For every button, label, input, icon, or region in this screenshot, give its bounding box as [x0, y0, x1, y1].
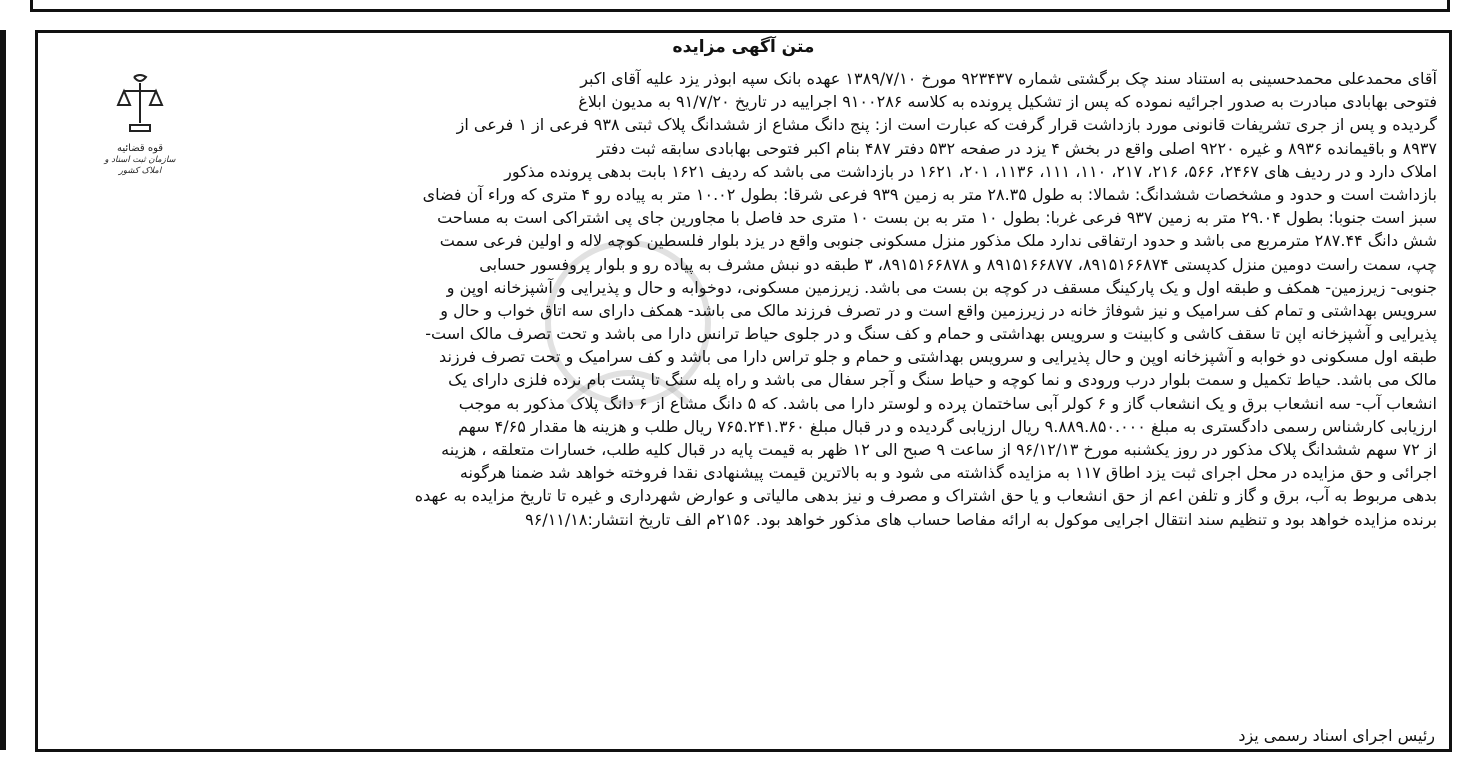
emblem-dept-label: سازمان ثبت اسناد و املاک کشور	[104, 155, 176, 176]
column-rule	[0, 30, 6, 750]
body-line: از ۷۲ سهم ششدانگ پلاک مذکور در روز یکشنبه مورخ ۹۶/۱۲/۱۳ از ساعت ۹ صبح الی ۱۲ ظهر به قیمت پایه در قبال کلیه طلب، خسارات متعلقه ، هزینه	[441, 440, 1437, 459]
body-line: سرویس بهداشتی و تمام کف سرامیک و نیز شوفاژ خانه در زیرزمین واقع است و در تصرف فرزند مالک می باشد- همکف دارای سه اتاق خواب و حال و	[440, 300, 1437, 320]
body-line: برنده مزایده خواهد بود و تنظیم سند انتقال اجرایی موکول به ارائه مفاصا حساب های مذکور خواهد بود. ۲۱۵۶م الف تاریخ انتشار:۹۶/۱۱/۱۸	[525, 509, 1437, 529]
body-line: فتوحی بهابادی مبادرت به صدور اجرائیه نموده که پس از تشکیل پرونده به کلاسه ۹۱۰۰۲۸۶ اجراییه در تاریخ ۹۱/۷/۲۰ به مدیون ابلاغ	[578, 92, 1437, 112]
body-line: مالک می باشد. حیاط تکمیل و سمت بلوار درب ورودی و نما کوچه و حیاط سنگ و آجر سفال می باشد و راه پله سنگ تا پشت بام نرده فلزی دارای یک	[448, 370, 1437, 390]
notice-title: متن آگهی مزایده	[672, 37, 815, 57]
body-line: ۸۹۳۷ و باقیمانده ۸۹۳۶ و غیره ۹۲۲۰ اصلی واقع در بخش ۴ یزد در صفحه ۵۳۲ دفتر ۴۸۷ بنام اکبر فتوحی بهابادی سابقه ثبت دفتر	[597, 138, 1437, 158]
body-line: آقای محمدعلی محمدحسینی به استناد سند چک برگشتی شماره ۹۲۳۴۳۷ مورخ ۱۳۸۹/۷/۱۰ عهده بانک سپه ابوذر یزد علیه آقای اکبر	[580, 69, 1437, 88]
body-line: پذیرایی و آشپزخانه اپن تا سقف کاشی و کابینت و سرویس بهداشتی و حمام و کف سنگ و در جلوی حیاط ترانس دارا می باشد و تحت تصرف مالک است-	[425, 324, 1437, 344]
body-line: املاک دارد و در ردیف های ۲۴۶۷، ۵۶۶، ۲۱۶، ۲۱۷، ۱۱۰، ۱۱۱، ۱۱۳۶، ۲۰۱، ۱۶۲۱ در بازداشت می باشد که ردیف ۱۶۲۱ بابت بدهی پرونده مذکور	[504, 161, 1437, 181]
body-line: اجرائی و حق مزایده در محل اجرای ثبت یزد اطاق ۱۱۷ به مزایده گذاشته می شود و به بالاترین قیمت پیشنهادی نقدا فروخته خواهد شد ضمنا هرگونه	[459, 463, 1437, 483]
body-line: شش دانگ ۲۸۷.۴۴ مترمربع می باشد و حدود ارتفاقی ندارد ملک مذکور منزل مسکونی جنوبی واقع در یزد بلوار فلسطین کوچه لاله و اولین فرعی سمت	[439, 231, 1437, 251]
body-line: جنوبی- زیرزمین- همکف و طبقه اول و یک پارکینگ مسقف در کوچه بن بست می باشد. زیرزمین مسکونی، دوخوابه و حال و پذیرایی و آشپزخانه اوپن و	[446, 277, 1437, 297]
body-line: بدهی مربوط به آب، برق و گاز و تلفن اعم از حق انشعاب و یا حق اشتراک و مصرف و نیز بدهی مالیاتی و عوارض شهرداری و غیره تا تاریخ مزایده به عهده	[414, 486, 1437, 506]
previous-ad-border	[30, 0, 1450, 12]
emblem-org-label: قوه قضائیه	[116, 143, 164, 154]
body-line: چپ، سمت راست دومین منزل کدپستی ۸۹۱۵۱۶۶۸۷۴، ۸۹۱۵۱۶۶۸۷۷ و ۸۹۱۵۱۶۶۸۷۸، ۳ طبقه دو نبش مشرف به پیاده رو و بلوار پروفسور حسابی	[479, 254, 1437, 274]
notice-signature: رئیس اجرای اسناد رسمی یزد	[1238, 726, 1435, 745]
body-line: بازداشت است و حدود و مشخصات ششدانگ: شمالا: به طول ۲۸.۳۵ متر به زمین ۹۳۹ فرعی شرقا: بطول ۱۰.۰۲ متر به پیاده رو ۴ متری که وراء آن فضای	[422, 184, 1437, 204]
body-line: گردیده و پس از جری تشریفات قانونی مورد بازداشت قرار گرفت که عبارت است از: پنج دانگ مشاع از ششدانگ پلاک ثبتی ۹۳۸ فرعی از ۱ فرعی از	[456, 115, 1437, 135]
notice-body	[50, 67, 1437, 531]
body-line: ارزیابی کارشناس رسمی دادگستری به مبلغ ۹.۸۸۹.۸۵۰.۰۰۰ ریال ارزیابی گردیده و در قبال مبلغ ۷۶۵.۲۴۱.۳۶۰ ریال طلب و هزینه ها مقدار ۴/۶۵ سهم	[458, 416, 1437, 436]
body-line: سبز است جنوبا: بطول ۲۹.۰۴ متر به زمین ۹۳۷ فرعی غربا: بطول ۱۰ متر به بن بست ۱۰ متری حد فاصل با مجاورین جای پی اشتراکی است به مساحت	[437, 208, 1437, 228]
body-line: انشعاب آب- سه انشعاب برق و یک انشعاب گاز و ۶ کولر آبی ساختمان پرده و لوستر دارا می باشد. که ۵ دانگ مشاع از ۶ دانگ پلاک مذکور به موجب	[458, 393, 1437, 413]
auction-notice	[35, 30, 1452, 752]
body-line: طبقه اول مسکونی دو خوابه و آشپزخانه اوپن و حال پذیرایی و سرویس بهداشتی و حمام و جلو تراس دارا می باشد و کف سرامیک و تحت تصرف فرزند	[439, 347, 1437, 367]
